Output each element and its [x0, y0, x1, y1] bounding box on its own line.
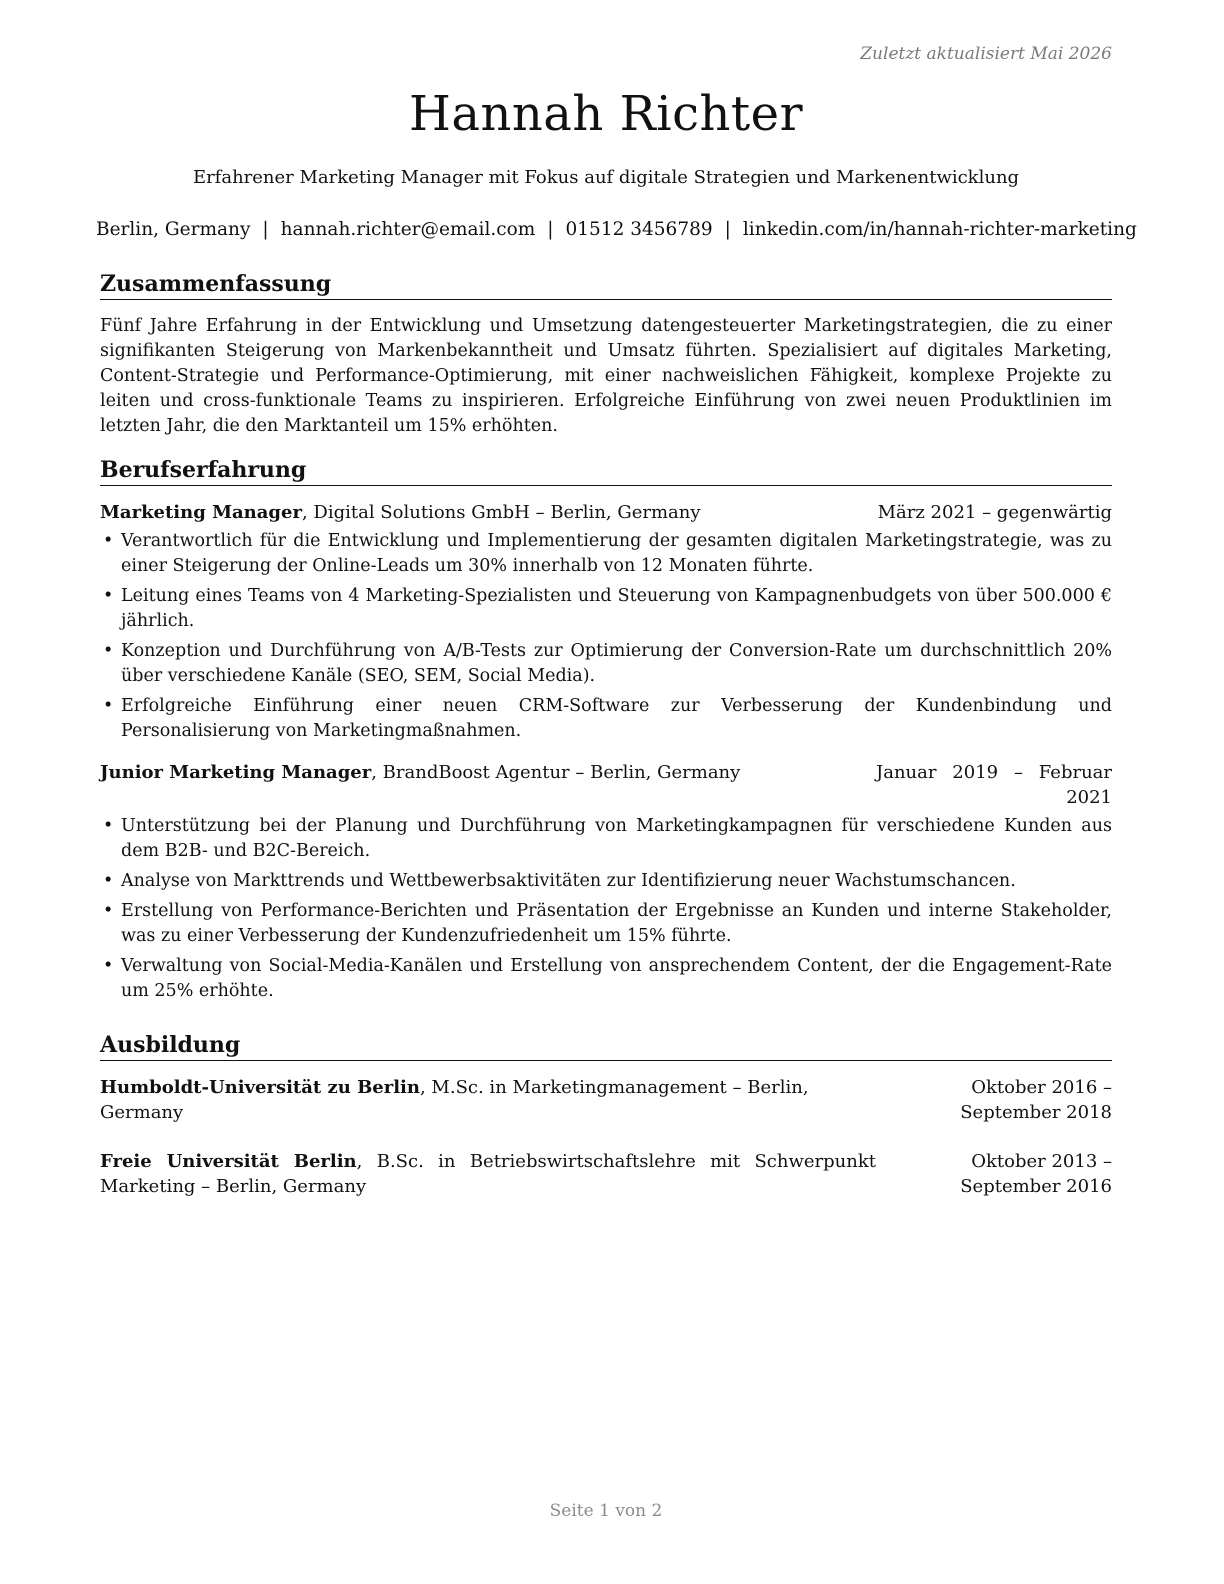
bullet-item	[100, 954, 1112, 1004]
job-role: Marketing Manager	[100, 502, 302, 523]
contact-phone[interactable]: 01512 3456789	[565, 219, 713, 240]
bullet-icon: •	[103, 956, 114, 976]
bullet-icon: •	[103, 531, 114, 551]
bullet-icon: •	[103, 641, 114, 661]
job-company: , Digital Solutions GmbH – Berlin, Germany	[301, 502, 701, 523]
job-dates: Januar 2019 – Februar 2021	[876, 762, 1112, 808]
education-title-line	[100, 1149, 876, 1199]
page-number: Seite 1 von 2	[549, 1501, 663, 1521]
candidate-name: Hannah Richter	[408, 86, 804, 142]
bullet-text: Verwaltung von Social-Media-Kanälen und Erstellung von ansprechendem Content, der die Engagement-Rate um 25% erhöhte.	[121, 956, 1112, 1001]
job-dates: März 2021 – gegenwärtig	[877, 502, 1112, 523]
bullet-item	[100, 694, 1112, 744]
bullet-text: Leitung eines Teams von 4 Marketing-Spezialisten und Steuerung von Kampagnenbudgets von über 500.000 € jährlich.	[121, 586, 1112, 631]
bullet-icon: •	[103, 586, 114, 606]
bullet-text: Erstellung von Performance-Berichten und Präsentation der Ergebnisse an Kunden und interne Stakeholder, was zu einer Verbesserung der Kundenzufriedenheit um 15% führte.	[121, 901, 1112, 946]
section-heading-summary: Zusammenfassung	[100, 270, 1112, 300]
job-title-line	[100, 500, 701, 525]
bullet-item	[100, 899, 1112, 949]
job-bullets	[100, 529, 1112, 744]
education-degree: , B.Sc. in Betriebswirtschaftslehre mit Schwerpunkt Marketing – Berlin, Germany	[100, 1151, 876, 1197]
education-dates: Oktober 2013 – September 2016	[960, 1151, 1112, 1197]
bullet-icon: •	[103, 901, 114, 921]
job-title-line	[100, 760, 740, 810]
contact-separator: |	[262, 219, 269, 240]
education-section	[100, 1031, 1112, 1199]
section-heading-education: Ausbildung	[100, 1031, 1112, 1061]
section-heading-experience: Berufserfahrung	[100, 456, 1112, 486]
summary-text: Fünf Jahre Erfahrung in der Entwicklung und Umsetzung datengesteuerter Marketingstrategien, die zu einer signifikanten Steigerung von Markenbekanntheit und Umsatz führten. Spezialisiert auf digitales Marketing, Content-Strategie und Performance-Optimierung, mit einer nachweislichen Fähigkeit, komplexe Projekte zu leiten und cross-funktionale Teams zu inspirieren. Erfolgreiche Einführung von zwei neuen Produktlinien im letzten Jahr, die den Marktanteil um 15% erhöhten.	[100, 316, 1112, 436]
education-dates: Oktober 2016 – September 2018	[960, 1077, 1112, 1123]
contact-line	[96, 219, 1137, 240]
contact-separator: |	[547, 219, 554, 240]
experience-section	[100, 456, 1112, 1009]
education-school: Freie Universität Berlin	[100, 1151, 357, 1172]
bullet-text: Erfolgreiche Einführung einer neuen CRM-Software zur Verbesserung der Kundenbindung und Personalisierung von Marketingmaßnahmen.	[121, 696, 1112, 741]
summary-section	[100, 270, 1112, 439]
bullet-item	[100, 529, 1112, 579]
education-title-line	[100, 1075, 870, 1125]
bullet-item	[100, 869, 1112, 894]
job-entry	[100, 760, 1112, 1004]
bullet-text: Verantwortlich für die Entwicklung und Implementierung der gesamten digitalen Marketingstrategie, was zu einer Steigerung der Online-Leads um 30% innerhalb von 12 Monaten führte.	[121, 531, 1112, 576]
bullet-text: Unterstützung bei der Planung und Durchführung von Marketingkampagnen für verschiedene Kunden aus dem B2B- und B2C-Bereich.	[121, 816, 1112, 861]
job-entry	[100, 500, 1112, 744]
education-school: Humboldt-Universität zu Berlin	[100, 1077, 420, 1098]
job-header	[100, 760, 1112, 810]
job-role: Junior Marketing Manager	[100, 762, 372, 783]
bullet-icon: •	[103, 696, 114, 716]
bullet-icon: •	[103, 816, 114, 836]
education-degree: , M.Sc. in Marketingmanagement – Berlin, Germany	[100, 1077, 809, 1123]
contact-separator: |	[724, 219, 731, 240]
resume-page	[96, 0, 1137, 1584]
tagline: Erfahrener Marketing Manager mit Fokus auf digitale Strategien und Markenentwicklung	[192, 167, 1020, 188]
bullet-icon: •	[103, 871, 114, 891]
contact-location: Berlin, Germany	[96, 219, 251, 240]
job-bullets	[100, 814, 1112, 1004]
bullet-item	[100, 584, 1112, 634]
education-entry	[100, 1075, 1112, 1125]
bullet-item	[100, 814, 1112, 864]
contact-linkedin[interactable]: linkedin.com/in/hannah-richter-marketing	[742, 219, 1137, 240]
bullet-text: Konzeption und Durchführung von A/B-Tests zur Optimierung der Conversion-Rate um durchschnittlich 20% über verschiedene Kanäle (SEO, SEM, Social Media).	[121, 641, 1112, 686]
bullet-text: Analyse von Markttrends und Wettbewerbsaktivitäten zur Identifizierung neuer Wachstumschancen.	[121, 871, 1016, 891]
education-entry	[100, 1149, 1112, 1199]
job-header	[100, 500, 1112, 525]
last-updated: Zuletzt aktualisiert Mai 2026	[860, 44, 1112, 64]
contact-email[interactable]: hannah.richter@email.com	[280, 219, 536, 240]
job-company: , BrandBoost Agentur – Berlin, Germany	[371, 762, 741, 783]
bullet-item	[100, 639, 1112, 689]
